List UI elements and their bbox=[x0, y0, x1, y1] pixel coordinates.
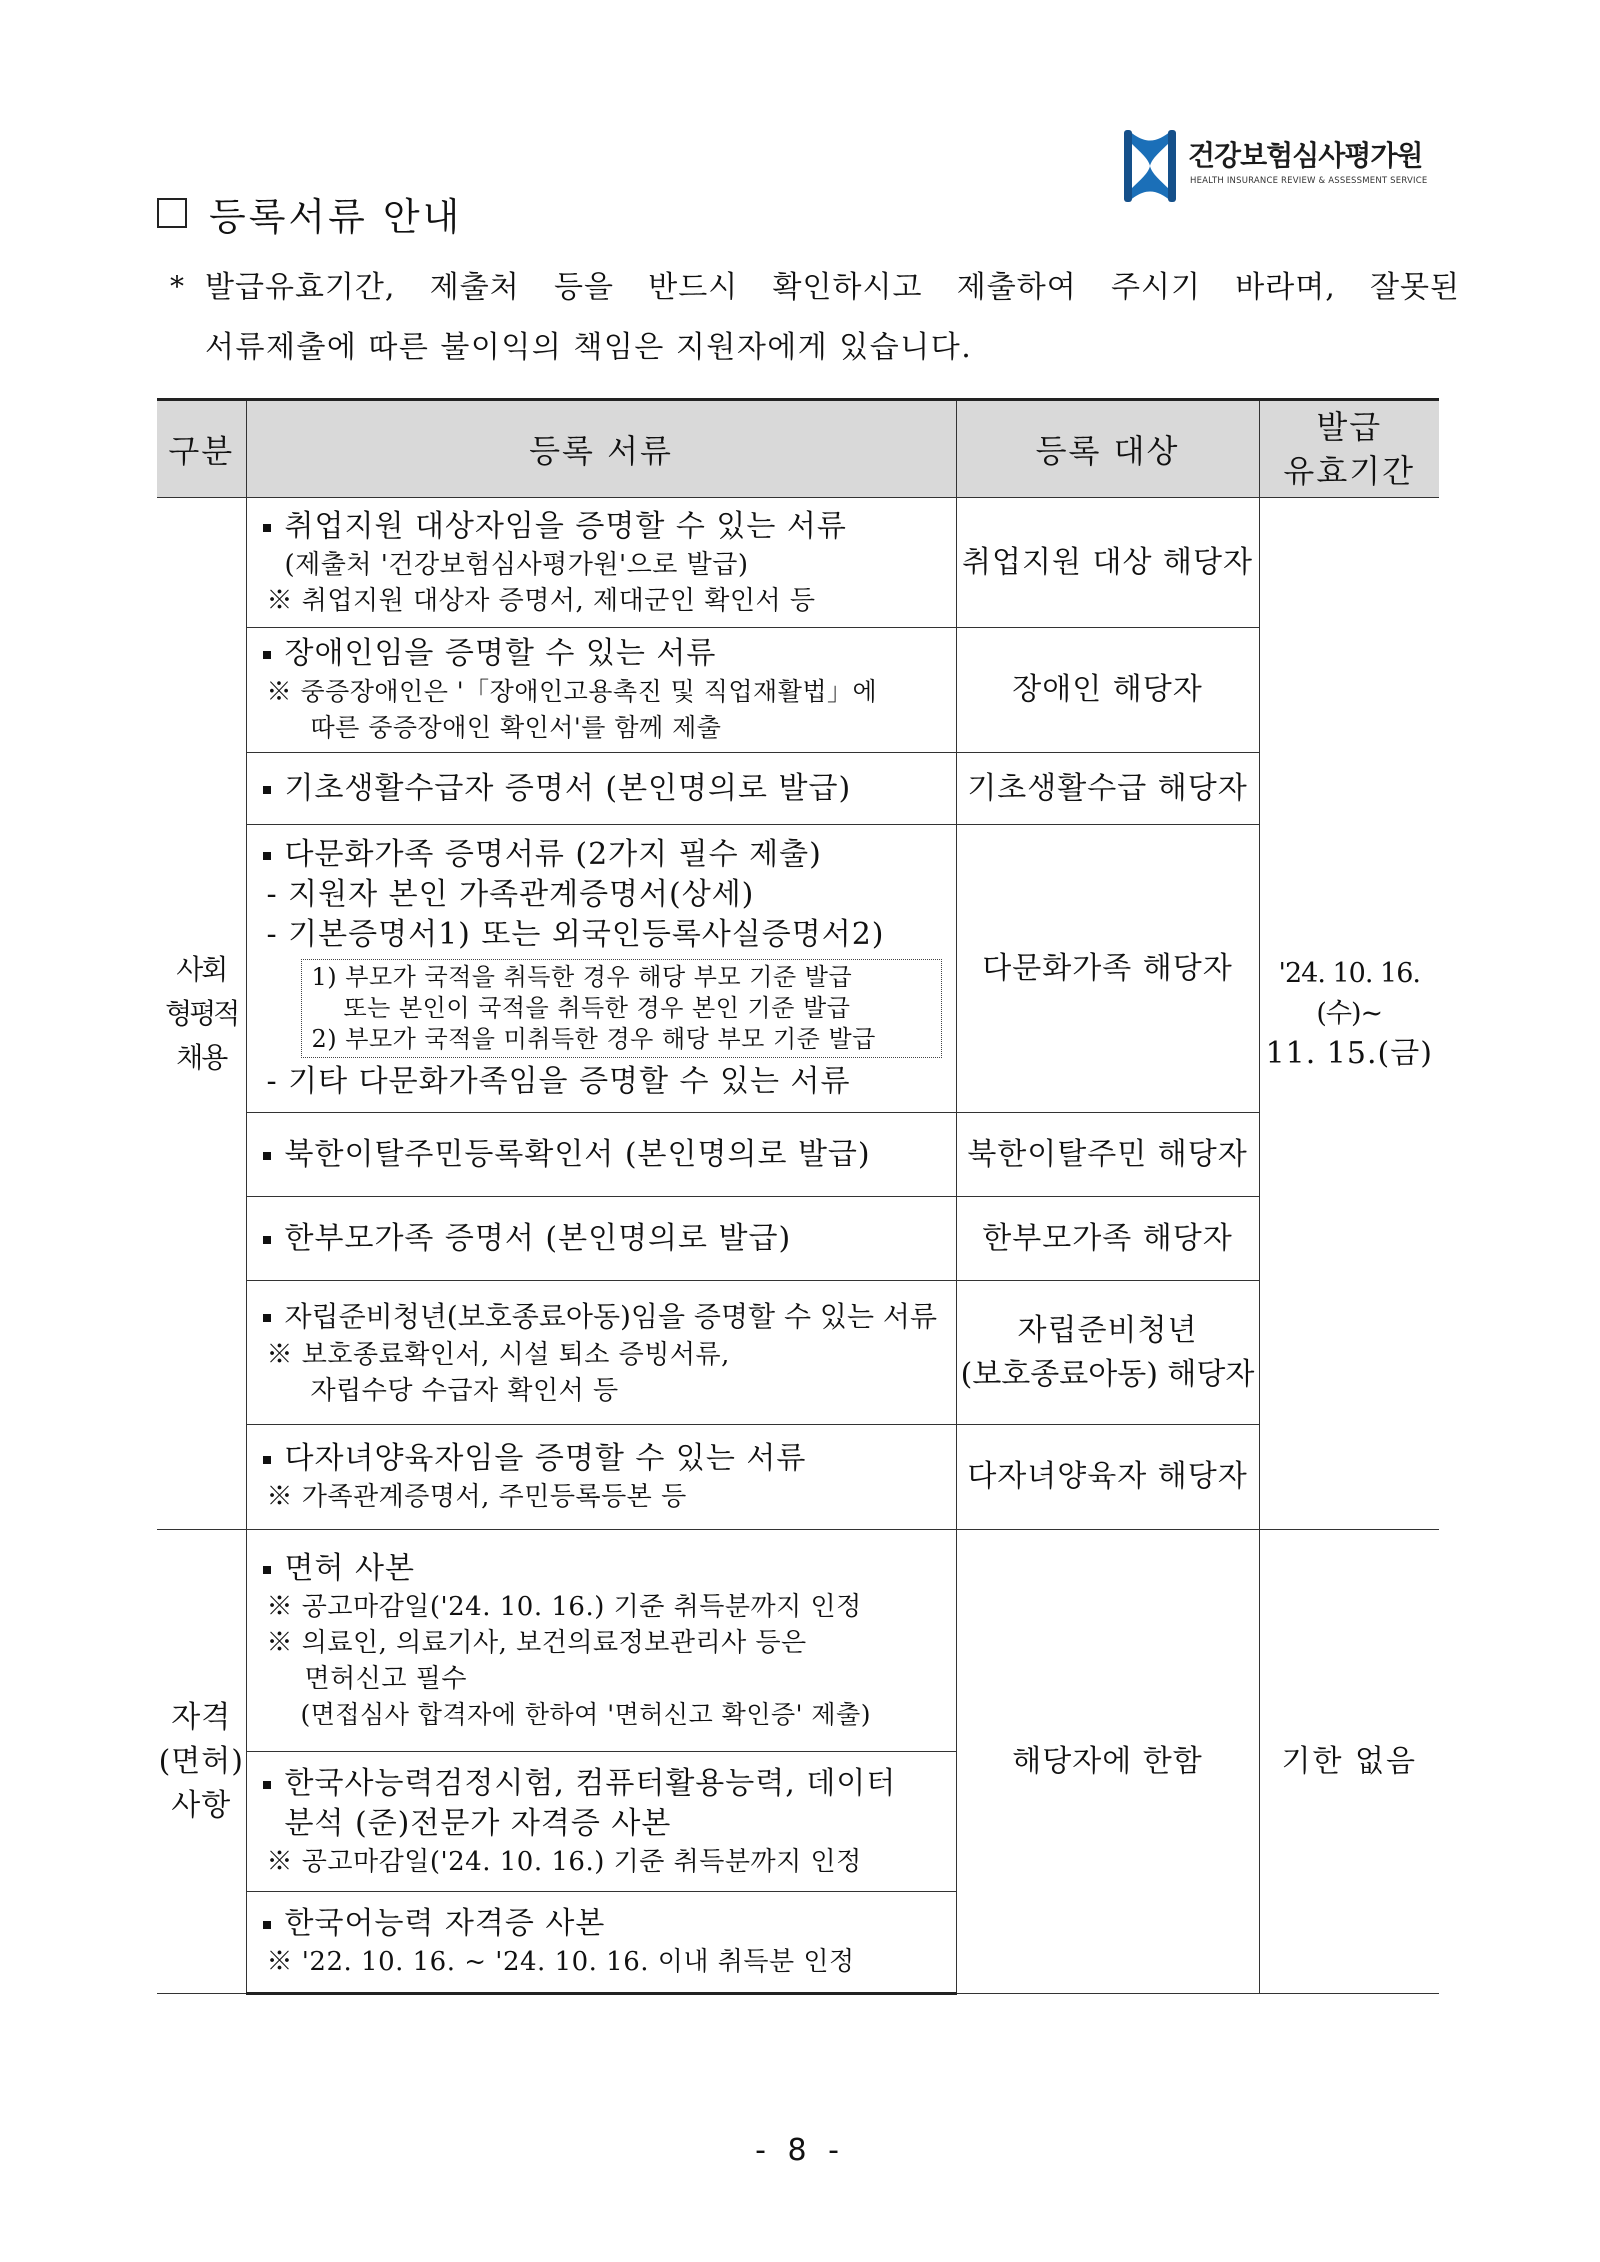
doc-cell bbox=[246, 1281, 956, 1425]
doc-cell bbox=[246, 1752, 956, 1892]
footnote-line: 또는 본인이 국적을 취득한 경우 본인 기준 발급 bbox=[343, 994, 851, 1022]
doc-line: 장애인임을 증명할 수 있는 서류 bbox=[284, 636, 717, 671]
doc-line: 면허 사본 bbox=[284, 1550, 415, 1586]
footnote-line: 1) 부모가 국적을 취득한 경우 해당 부모 기준 발급 bbox=[311, 963, 853, 991]
bullet-icon bbox=[263, 1236, 271, 1244]
category-social-line-2: 형평적 bbox=[165, 996, 238, 1030]
category-license bbox=[157, 1530, 246, 1994]
footnote-line: 2) 부모가 국적을 미취득한 경우 해당 부모 기준 발급 bbox=[311, 1025, 876, 1053]
header-documents: 등록 서류 bbox=[246, 400, 956, 498]
doc-cell bbox=[246, 1892, 956, 1994]
doc-cell bbox=[246, 498, 956, 628]
doc-line: 자립준비청년(보호종료아동)임을 증명할 수 있는 서류 bbox=[284, 1299, 938, 1333]
doc-line: ※ 의료인, 의료기사, 보건의료정보관리사 등은 bbox=[266, 1627, 807, 1658]
doc-line: ※ 취업지원 대상자 증명서, 제대군인 확인서 등 bbox=[266, 585, 816, 616]
category-social-line-1: 사회 bbox=[176, 952, 227, 986]
doc-line: 면허신고 필수 bbox=[304, 1663, 467, 1694]
bullet-icon bbox=[263, 651, 271, 659]
doc-line: 한부모가족 증명서 (본인명의로 발급) bbox=[284, 1220, 792, 1256]
doc-cell bbox=[246, 1425, 956, 1530]
target-cell: 한부모가족 해당자 bbox=[956, 1197, 1259, 1281]
bullet-icon bbox=[263, 786, 271, 794]
bullet-icon bbox=[263, 1921, 271, 1929]
target-cell: 취업지원 대상 해당자 bbox=[956, 498, 1259, 628]
doc-line: 분석 (준)전문가 자격증 사본 bbox=[284, 1805, 672, 1841]
table-row bbox=[157, 753, 1439, 825]
doc-line: ※ 중증장애인은 '「장애인고용촉진 및 직업재활법」에 bbox=[266, 677, 878, 706]
doc-cell bbox=[246, 1113, 956, 1197]
doc-line: 다문화가족 증명서류 (2가지 필수 제출) bbox=[284, 837, 822, 872]
section-title bbox=[157, 188, 462, 238]
doc-cell bbox=[246, 1197, 956, 1281]
doc-line: - 기본증명서1) 또는 외국인등록사실증명서2) bbox=[266, 917, 885, 952]
hira-logo bbox=[1122, 126, 1452, 206]
hira-emblem-icon bbox=[1122, 126, 1178, 206]
table-header-row bbox=[157, 400, 1439, 498]
category-license-line-1: 자격 bbox=[171, 1699, 232, 1735]
logo-name: 건강보험심사평가원 bbox=[1188, 139, 1423, 172]
table-row bbox=[157, 498, 1439, 628]
target-line: (보호종료아동) 해당자 bbox=[960, 1356, 1255, 1392]
doc-line: ※ 보호종료확인서, 시설 퇴소 증빙서류, bbox=[266, 1339, 730, 1370]
bullet-icon bbox=[263, 1566, 271, 1574]
category-license-line-3: 사항 bbox=[171, 1787, 232, 1823]
target-license: 해당자에 한함 bbox=[956, 1530, 1259, 1994]
notice-line-1: 발급유효기간, 제출처 등을 반드시 확인하시고 제출하여 주시기 바라며, 잘못된 bbox=[205, 270, 1460, 305]
header-validity-line-2: 유효기간 bbox=[1283, 452, 1416, 490]
page-number: - 8 - bbox=[755, 2133, 845, 2168]
table-row bbox=[157, 1281, 1439, 1425]
doc-line: - 기타 다문화가족임을 증명할 수 있는 서류 bbox=[266, 1064, 851, 1099]
notice-line-2: 서류제출에 따른 불이익의 책임은 지원자에게 있습니다. bbox=[205, 330, 973, 365]
target-cell: 북한이탈주민 해당자 bbox=[956, 1113, 1259, 1197]
target-cell bbox=[956, 1281, 1259, 1425]
doc-line: ※ 공고마감일('24. 10. 16.) 기준 취득분까지 인정 bbox=[266, 1591, 862, 1622]
section-title-text: 등록서류 안내 bbox=[209, 194, 463, 239]
header-category: 구분 bbox=[157, 400, 246, 498]
doc-cell bbox=[246, 628, 956, 753]
doc-line: 한국사능력검정시험, 컴퓨터활용능력, 데이터 bbox=[284, 1765, 897, 1801]
registration-documents-table bbox=[157, 398, 1439, 1995]
doc-cell bbox=[246, 1530, 956, 1752]
validity-license: 기한 없음 bbox=[1259, 1530, 1439, 1994]
table-row bbox=[157, 628, 1439, 753]
doc-line: - 지원자 본인 가족관계증명서(상세) bbox=[266, 877, 755, 912]
target-cell: 기초생활수급 해당자 bbox=[956, 753, 1259, 825]
table-row bbox=[157, 1530, 1439, 1752]
bullet-icon bbox=[263, 1314, 271, 1322]
table-row bbox=[157, 825, 1439, 1113]
footnote-box bbox=[301, 959, 942, 1058]
doc-cell bbox=[246, 753, 956, 825]
logo-subtitle: HEALTH INSURANCE REVIEW & ASSESSMENT SERVICE bbox=[1190, 176, 1428, 186]
validity-social-line-2: 11. 15.(금) bbox=[1265, 1035, 1433, 1071]
bullet-icon bbox=[263, 1781, 271, 1789]
bullet-icon bbox=[263, 852, 271, 860]
header-validity bbox=[1259, 400, 1439, 498]
table-row bbox=[157, 1425, 1439, 1530]
doc-cell bbox=[246, 825, 956, 1113]
header-validity-line-1: 발급 bbox=[1316, 408, 1383, 446]
target-cell: 다자녀양육자 해당자 bbox=[956, 1425, 1259, 1530]
validity-social bbox=[1259, 498, 1439, 1530]
category-license-line-2: (면허) bbox=[158, 1743, 244, 1779]
doc-line: 자립수당 수급자 확인서 등 bbox=[310, 1375, 619, 1406]
header-target: 등록 대상 bbox=[956, 400, 1259, 498]
bullet-icon bbox=[263, 1456, 271, 1464]
notice-mark: * bbox=[170, 270, 184, 303]
target-cell: 다문화가족 해당자 bbox=[956, 825, 1259, 1113]
doc-line: 다자녀양육자임을 증명할 수 있는 서류 bbox=[284, 1441, 807, 1476]
doc-line: (제출처 '건강보험심사평가원'으로 발급) bbox=[284, 549, 749, 580]
category-social-line-3: 채용 bbox=[176, 1040, 227, 1074]
doc-line: 기초생활수급자 증명서 (본인명의로 발급) bbox=[284, 770, 852, 806]
doc-line: ※ 공고마감일('24. 10. 16.) 기준 취득분까지 인정 bbox=[266, 1846, 862, 1877]
doc-line: (면접심사 합격자에 한하여 '면허신고 확인증' 제출) bbox=[300, 1699, 871, 1729]
table-row bbox=[157, 1113, 1439, 1197]
target-line: 자립준비청년 bbox=[1017, 1312, 1198, 1348]
doc-line: 따른 중증장애인 확인서'를 함께 제출 bbox=[310, 713, 722, 742]
table-row bbox=[157, 1197, 1439, 1281]
category-social bbox=[157, 498, 246, 1530]
doc-line: ※ 가족관계증명서, 주민등록등본 등 bbox=[266, 1482, 687, 1512]
doc-line: 취업지원 대상자임을 증명할 수 있는 서류 bbox=[284, 508, 847, 544]
target-cell: 장애인 해당자 bbox=[956, 628, 1259, 753]
doc-line: 한국어능력 자격증 사본 bbox=[284, 1906, 606, 1941]
validity-social-line-1: '24. 10. 16.(수)~ bbox=[1278, 957, 1420, 1029]
doc-line: ※ '22. 10. 16. ~ '24. 10. 16. 이내 취득분 인정 bbox=[266, 1947, 855, 1977]
bullet-icon bbox=[263, 1152, 271, 1160]
bullet-icon bbox=[263, 524, 271, 532]
doc-line: 북한이탈주민등록확인서 (본인명의로 발급) bbox=[284, 1136, 871, 1172]
checkbox-icon bbox=[157, 198, 187, 228]
